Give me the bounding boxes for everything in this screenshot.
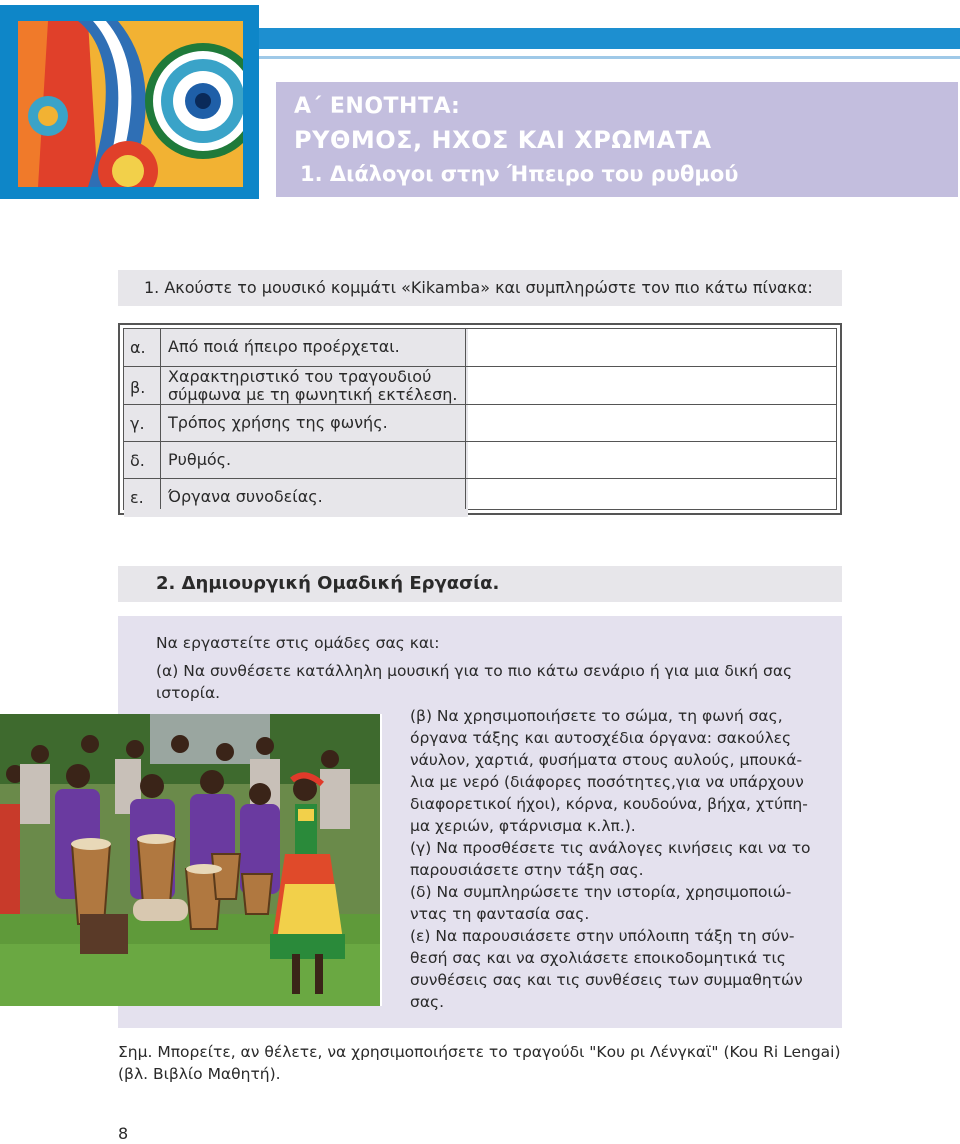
unit-title: ΡΥΘΜΟΣ, ΗΧΟΣ ΚΑΙ ΧΡΩΜΑΤΑ xyxy=(294,126,712,154)
task-b-line: λια με νερό (διάφορες ποσότητες,για να υπάρχουν xyxy=(410,773,804,791)
african-drummers-photo xyxy=(0,714,382,1006)
task-intro: Να εργαστείτε στις ομάδες σας και: xyxy=(156,634,440,652)
table-row xyxy=(124,404,836,442)
task-b-line: διαφορετικοί ήχοι), κόρνα, κουδούνα, βήχα, χτύπη- xyxy=(410,795,808,813)
task-b-line: (β) Να χρησιμοποιήσετε το σώμα, τη φωνή σας, xyxy=(410,707,783,725)
task-b-line: μα χεριών, φτάρνισμα κ.λπ.). xyxy=(410,817,636,835)
task-d-line: ντας τη φαντασία σας. xyxy=(410,905,590,923)
lesson-title: 1. Διάλογοι στην Ήπειρο του ρυθμού xyxy=(300,162,739,186)
task-e-line: (ε) Να παρουσιάσετε στην υπόλοιπη τάξη τη σύν- xyxy=(410,927,795,945)
header-stripe xyxy=(259,28,960,49)
task-e-line: σας. xyxy=(410,993,445,1011)
table-grid xyxy=(123,328,837,510)
task-c-line: (γ) Να προσθέσετε τις ανάλογες κινήσεις και να το xyxy=(410,839,811,857)
exercise1-table xyxy=(118,323,842,515)
row-letter: β. xyxy=(130,378,146,397)
note-line2: (βλ. Βιβλίο Μαθητή). xyxy=(118,1065,281,1083)
table-row xyxy=(124,366,836,405)
task-c-line: παρουσιάσετε στην τάξη σας. xyxy=(410,861,644,879)
task-b-line: όργανα τάξης και αυτοσχέδια όργανα: σακούλες xyxy=(410,729,792,747)
note-line1: Σημ. Μπορείτε, αν θέλετε, να χρησιμοποιήσετε το τραγούδι "Κου ρι Λένγκαϊ" (Kou Ri Lengai) xyxy=(118,1043,841,1061)
row-letter: γ. xyxy=(130,414,145,433)
task-e-line: θεσή σας και να σχολιάσετε εποικοδομητικά τις xyxy=(410,949,786,967)
exercise2-title: 2. Δημιουργική Ομαδική Εργασία. xyxy=(156,573,500,594)
task-e-line: συνθέσεις σας και τις συνθέσεις των συμμαθητών xyxy=(410,971,803,989)
row-label: Όργανα συνοδείας. xyxy=(168,487,323,506)
unit-label: Α΄ ΕΝΟΤΗΤΑ: xyxy=(294,94,461,119)
task-a-line2: ιστορία. xyxy=(156,684,221,702)
row-letter: ε. xyxy=(130,488,144,507)
title-box xyxy=(276,82,958,197)
note xyxy=(118,1041,948,1085)
page-number: 8 xyxy=(118,1124,129,1143)
exercise2-title-bar xyxy=(118,566,842,602)
task-d-line: (δ) Να συμπληρώσετε την ιστορία, χρησιμοποιώ- xyxy=(410,883,792,901)
table-row xyxy=(124,478,836,516)
colorful-artwork-image xyxy=(18,21,243,187)
table-row xyxy=(124,441,836,479)
row-letter: α. xyxy=(130,338,146,357)
task-b-line: νάυλον, χαρτιά, φυσήματα στους αυλούς, μπουκά- xyxy=(410,751,803,769)
row-label: Από ποιά ήπειρο προέρχεται. xyxy=(168,337,400,356)
task-details-column xyxy=(410,705,820,1013)
row-letter: δ. xyxy=(130,451,145,470)
task-a-line1: (α) Να συνθέσετε κατάλληλη μουσική για το πιο κάτω σενάριο ή για μια δική σας xyxy=(156,662,793,680)
row-label: Ρυθμός. xyxy=(168,450,232,469)
header-stripe-thin xyxy=(259,56,960,59)
row-label-line2: σύμφωνα με τη φωνητική εκτέλεση. xyxy=(168,385,458,404)
exercise1-instruction: 1. Ακούστε το μουσικό κομμάτι «Kikamba» και συμπληρώστε τον πιο κάτω πίνακα: xyxy=(144,278,813,297)
row-label: Τρόπος χρήσης της φωνής. xyxy=(168,413,388,432)
row-label: Χαρακτηριστικό του τραγουδιού xyxy=(168,367,432,386)
header-art-frame xyxy=(0,5,259,199)
table-row xyxy=(124,329,836,366)
exercise1-instruction-bar xyxy=(118,270,842,306)
